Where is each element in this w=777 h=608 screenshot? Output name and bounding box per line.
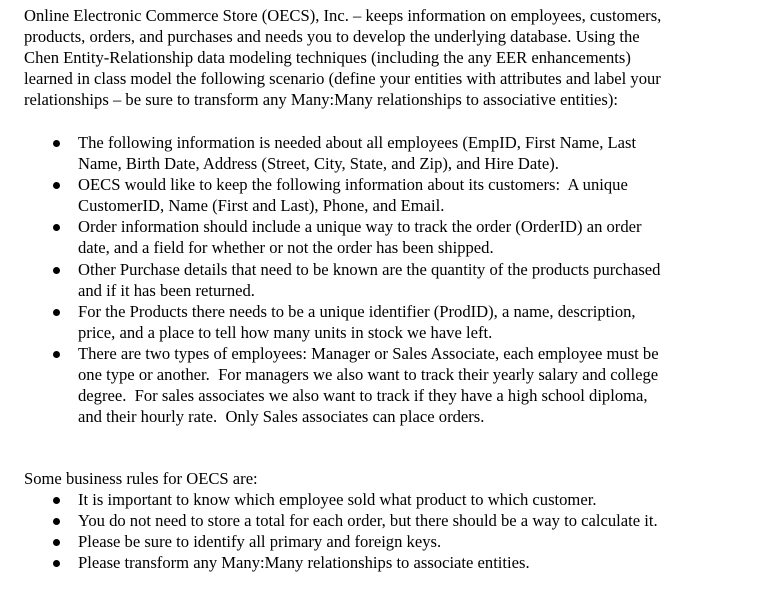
list-item-text: and their hourly rate. Only Sales associates can place orders.: [78, 407, 485, 426]
bullet-icon: [53, 351, 60, 358]
list-item-text: date, and a field for whether or not the order has been shipped.: [78, 238, 494, 257]
list-item-text: Please be sure to identify all primary and foreign keys.: [78, 532, 442, 551]
intro-line: Online Electronic Commerce Store (OECS), Inc. – keeps information on employees, customers,: [24, 6, 662, 25]
list-item-text: degree. For sales associates we also want to track if they have a high school diploma,: [78, 386, 648, 405]
list-item-text: Order information should include a unique way to track the order (OrderID) an order: [78, 217, 642, 236]
bullet-icon: [53, 518, 60, 525]
bullet-icon: [53, 267, 60, 274]
list-item-text: price, and a place to tell how many units in stock we have left.: [78, 323, 493, 342]
bullet-icon: [53, 539, 60, 546]
bullet-icon: [53, 224, 60, 231]
bullet-icon: [53, 560, 60, 567]
intro-line: relationships – be sure to transform any Many:Many relationships to associative entities):: [24, 90, 619, 109]
bullet-icon: [53, 140, 60, 147]
list-item-text: You do not need to store a total for each order, but there should be a way to calculate it.: [78, 511, 658, 530]
list-item-text: Name, Birth Date, Address (Street, City, State, and Zip), and Hire Date).: [78, 154, 559, 173]
intro-line: products, orders, and purchases and needs you to develop the underlying database. Using the: [24, 27, 640, 46]
bullet-icon: [53, 309, 60, 316]
list-item-text: Other Purchase details that need to be known are the quantity of the products purchased: [78, 260, 661, 279]
intro-line: Chen Entity-Relationship data modeling techniques (including the any EER enhancements): [24, 48, 631, 67]
business-rules-heading: Some business rules for OECS are:: [24, 469, 258, 488]
list-item-text: For the Products there needs to be a unique identifier (ProdID), a name, description,: [78, 302, 636, 321]
list-item-text: The following information is needed about all employees (EmpID, First Name, Last: [78, 133, 637, 152]
list-item-text: one type or another. For managers we also want to track their yearly salary and college: [78, 365, 659, 384]
intro-line: learned in class model the following scenario (define your entities with attributes and label your: [24, 69, 661, 88]
bullet-icon: [53, 497, 60, 504]
list-item-text: CustomerID, Name (First and Last), Phone, and Email.: [78, 196, 445, 215]
list-item-text: OECS would like to keep the following information about its customers: A unique: [78, 175, 628, 194]
list-item-text: Please transform any Many:Many relationships to associate entities.: [78, 553, 530, 572]
list-item-text: and if it has been returned.: [78, 281, 255, 300]
bullet-icon: [53, 182, 60, 189]
list-item-text: It is important to know which employee sold what product to which customer.: [78, 490, 597, 509]
list-item-text: There are two types of employees: Manager or Sales Associate, each employee must be: [78, 344, 659, 363]
